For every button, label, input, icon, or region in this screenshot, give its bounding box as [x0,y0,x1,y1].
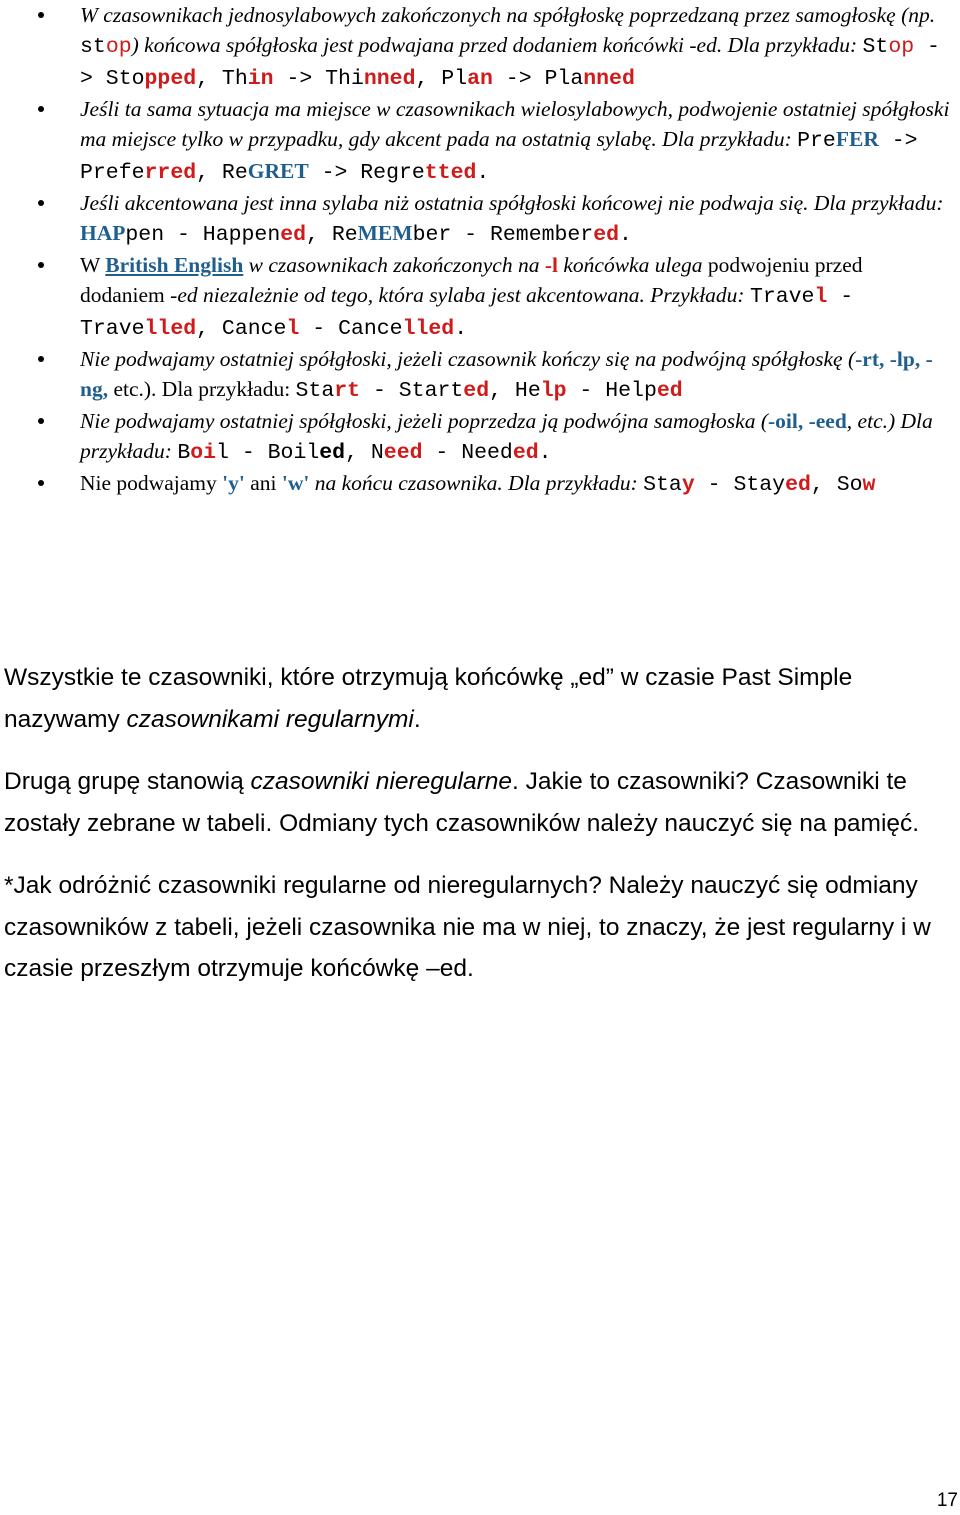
text-run: , etc.) Dla przykładu: [80,409,933,463]
text-run: oi [190,441,217,465]
text-run: . [538,441,552,465]
text-run: Drugą grupę stanowią [4,768,251,795]
text-run: B [177,441,191,465]
text-run: nned [583,67,635,91]
text-run: l - Boil [216,441,320,465]
text-run: GRET [247,159,309,183]
text-run: w czasownikach zakończonych na [243,253,545,277]
text-run: tted [424,161,477,185]
text-run: ed [512,441,539,465]
paragraph [4,761,954,844]
text-run: Nie podwajamy ostatniej spółgłoski, jeżeli czasownik kończy się na podwójną spółgłoskę ( [80,347,856,371]
paragraph [4,657,954,740]
bullet-icon [38,356,44,362]
text-run: . [619,223,632,247]
text-run: Nie podwajamy [80,471,223,495]
text-run: l [814,285,828,309]
text-run: na końcu czasownika. Dla przykładu: [309,471,644,495]
text-run: Sta [643,473,682,497]
text-run: British English [105,253,244,277]
bullet-icon [38,418,44,424]
text-run: - Start [360,379,464,403]
text-run: -rt, -lp, -ng, [80,347,933,401]
text-run: *Jak odróżnić czasowniki regularne od nieregularnych? Należy nauczyć się odmiany czasowników z tabeli, jeżeli czasownika nie ma w niej, to znaczy, że jest regularny i w czasie przeszłym otrzymuje końcówkę –ed. [4,872,931,982]
text-run: ) końcowa spółgłoska jest podwajana przed dodaniem końcówki -ed. Dla przykładu: [131,33,863,57]
list-item [0,344,950,406]
text-run: , Cance [196,317,287,341]
bullet-icon [38,200,44,206]
text-run: l [286,317,300,341]
text-run: , He [489,379,541,403]
text-run: eed [383,441,423,465]
bullet-icon [38,106,44,112]
text-run: ed [280,223,307,247]
text-run: lled [144,317,197,341]
paragraph [4,865,954,990]
text-run: , So [810,473,863,497]
text-run: podwojeniu przed dodaniem - [80,253,863,307]
text-run: Sta [295,379,335,403]
bullet-icon [38,262,44,268]
text-run: Wszystkie te czasowniki, które otrzymują końcówkę „ed” w czasie Past Simple nazywamy [4,664,853,733]
text-run: -l [544,253,558,277]
text-run: MEM [357,221,413,245]
text-run: in [247,67,274,91]
list-item [0,406,950,468]
text-run: st [80,35,106,59]
text-run: pped [144,67,197,91]
text-run: , N [345,441,384,465]
text-run: . Jakie to czasowniki? Czasowniki te zostały zebrane w tabeli. Odmiany tych czasowników należy nauczyć się na pamięć. [4,768,920,837]
text-run: końcówka ulega [557,253,703,277]
text-run: . [413,705,421,733]
text-run: , Th [196,67,248,91]
text-run: - Help [566,379,657,403]
text-run: y [681,473,695,497]
text-run: -> Regre [308,161,425,185]
text-run: HAP [80,221,126,245]
text-run: Jeśli ta sama sytuacja ma miejsce w czasownikach wielosylabowych, podwojenie ostatniej spółgłoski ma miejsce tylko w przypadku, gdy akcent pada na ostatnią sylabę. Dla przykładu: [80,97,950,151]
text-run: - Need [422,441,513,465]
text-run: Pre [797,129,836,153]
text-run: an [467,67,493,91]
text-run: -> Thi [273,67,364,91]
text-run: , Re [196,161,248,185]
text-run: nned [363,67,416,91]
text-run: , Pl [415,67,468,91]
text-run: 'w' [281,471,310,495]
body-text [4,657,954,1011]
text-run: rt [334,379,361,403]
bullet-icon [38,480,44,486]
text-run: 'y' [222,471,245,495]
text-run: op [888,35,915,59]
text-run: ani [244,471,282,495]
text-run: - Stay [694,473,786,497]
text-run: op [105,35,132,59]
text-run: - Cance [299,317,403,341]
text-run: lled [402,317,455,341]
text-run: ed [177,283,198,307]
text-run: ed [656,379,683,403]
text-run: lp [540,379,567,403]
text-run: Nie podwajamy ostatniej spółgłoski, jeżeli poprzedza ją podwójna samogłoska ( [80,409,768,433]
text-run: , Re [306,223,358,247]
text-run: w [862,473,876,497]
text-run: W [80,253,106,277]
text-run: -oil, -eed [767,409,847,433]
text-run: FER [835,127,879,151]
text-run: St [862,35,889,59]
list-item [0,250,950,344]
text-run: ed [593,223,620,247]
text-run: pen - Happen [125,223,281,247]
bullet-list [0,0,950,500]
text-run: czasownikami regularnymi [126,705,414,733]
text-run: Trave [749,285,815,309]
rules-list [0,0,950,500]
bullet-icon [38,12,44,18]
text-run: Jeśli akcentowana jest inna sylaba niż ostatnia spółgłoski końcowej nie podwaja się. Dla przykładu: [80,191,944,215]
text-run: . [454,317,468,341]
text-run: -> Pla [492,67,584,91]
list-item [0,94,950,188]
text-run: ed [785,473,811,497]
page-number: 17 [936,1490,958,1511]
text-run: czasowniki nieregularne [250,768,512,795]
list-item [0,468,950,500]
list-item [0,188,950,250]
text-run: ed [319,441,346,465]
text-run: - Trave [80,285,854,341]
text-run: ber - Remember [412,223,594,247]
text-run: -> Prefe [80,129,918,185]
text-run: . [476,161,490,185]
text-run: niezależnie od tego, która sylaba jest akcentowana. Przykładu: [197,283,750,307]
text-run: etc.). Dla przykładu: [108,377,296,401]
text-run: rred [144,161,197,185]
text-run: -> Sto [80,35,940,91]
text-run: ed [463,379,490,403]
text-run: W czasownikach jednosylabowych zakończonych na spółgłoskę poprzedzaną przez samogłoskę (np. [80,3,936,27]
list-item [0,0,950,94]
